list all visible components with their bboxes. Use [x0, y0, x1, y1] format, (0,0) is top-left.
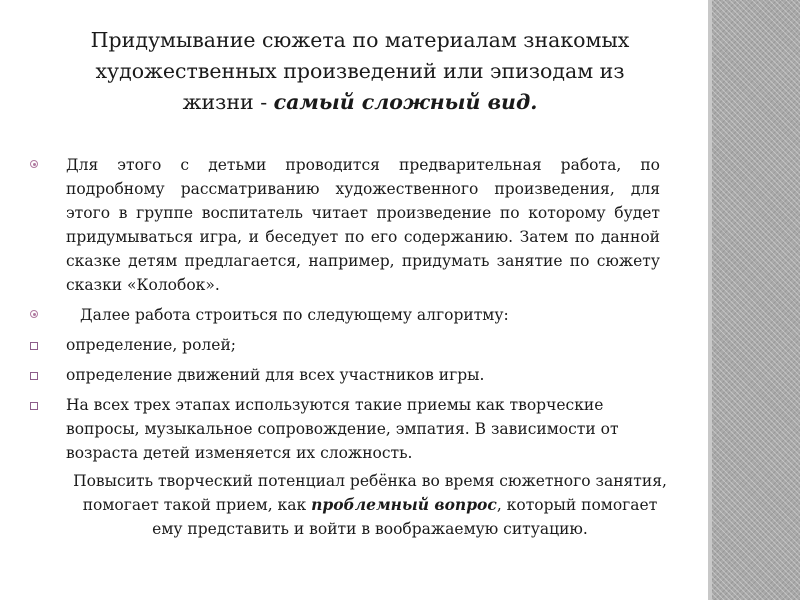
paragraph-algorithm — [30, 303, 660, 327]
list-item-movements — [30, 363, 660, 387]
closing-emphasis: проблемный вопрос — [311, 495, 497, 514]
circle-bullet-icon — [30, 310, 38, 318]
title-line-2: художественных произведений или эпизодам из — [95, 59, 625, 83]
square-bullet-icon — [30, 402, 38, 410]
circle-bullet-icon — [30, 160, 38, 168]
square-bullet-icon — [30, 342, 38, 350]
paragraph-algorithm-text: Далее работа строиться по следующему алгоритму: — [80, 306, 509, 324]
square-bullet-icon — [30, 372, 38, 380]
title-line-3-plain: жизни - — [182, 90, 274, 114]
title-line-3 — [40, 87, 680, 118]
list-item-movements-text: определение движений для всех участников игры. — [66, 366, 485, 384]
closing-paragraph — [70, 469, 670, 541]
list-item-roles — [30, 333, 660, 357]
slide-body — [30, 153, 667, 541]
closing-text-2: , который помогает ему представить и войти в воображаемую ситуацию. — [152, 496, 658, 538]
closing-text-1: Повысить творческий потенциал ребёнка во время сюжетного занятия, помогает такой прием, как — [73, 472, 667, 514]
title-emphasis: самый сложный вид. — [273, 90, 538, 114]
slide-title — [40, 25, 680, 118]
decorative-side-panel — [712, 0, 800, 600]
title-line-1: Придумывание сюжета по материалам знакомых — [90, 28, 630, 52]
paragraph-preparation — [30, 153, 660, 297]
paragraph-preparation-text: Для этого с детьми проводится предварительная работа, по подробному рассматриванию художественного произведения, для этого в группе воспитатель читает произведение по которому будет придумываться игра, и беседует по его содержанию. Затем по данной сказке детям предлагается, например, придумать занятие по сюжету сказки «Колобок». — [66, 156, 660, 294]
list-item-techniques — [30, 393, 660, 465]
list-item-roles-text: определение, ролей; — [66, 336, 237, 354]
list-item-techniques-text: На всех трех этапах используются такие приемы как творческие вопросы, музыкальное сопровождение, эмпатия. В зависимости от возраста детей изменяется их сложность. — [66, 396, 619, 462]
